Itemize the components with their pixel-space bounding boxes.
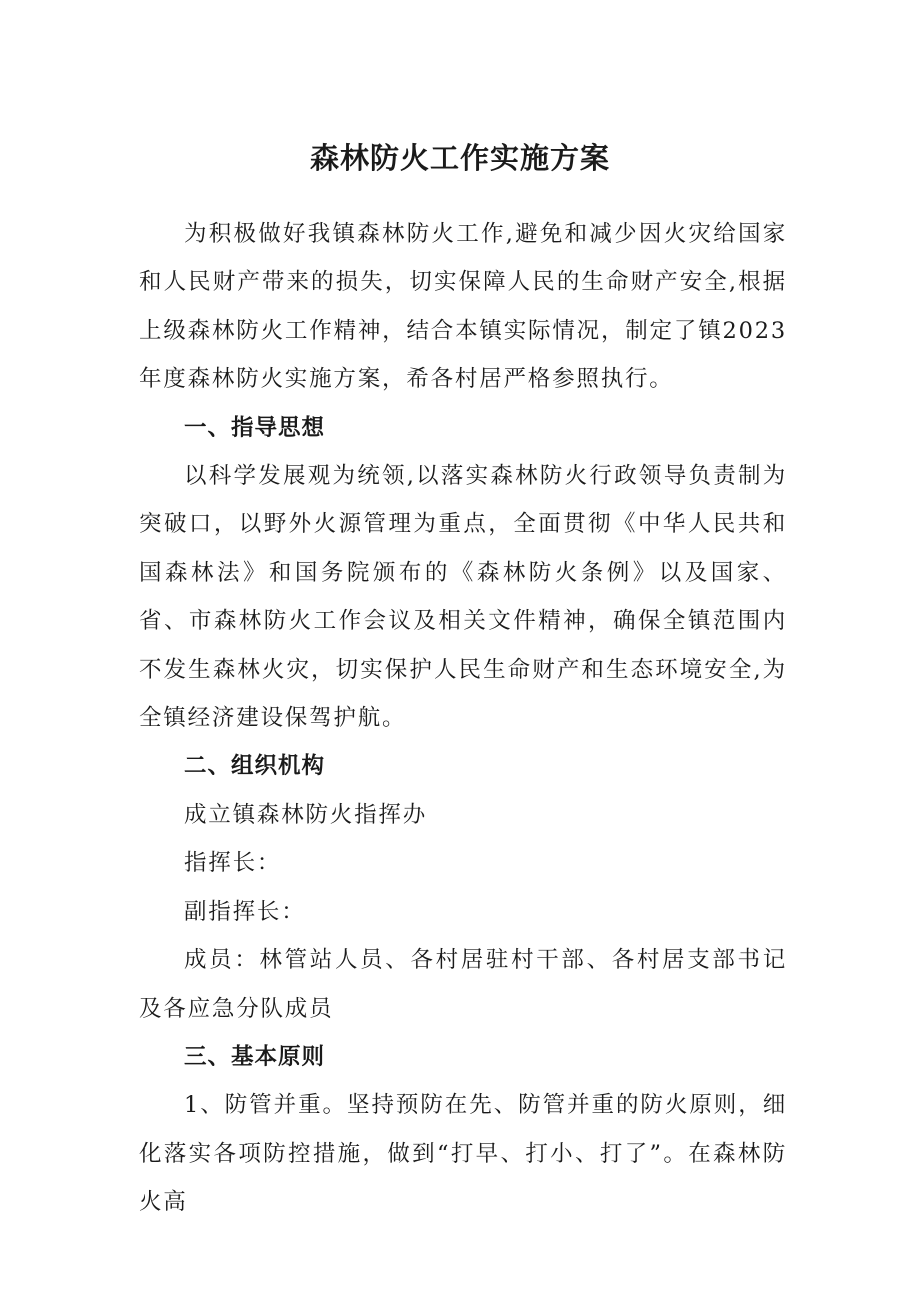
organization-line-commander: 指挥长： [184, 850, 282, 877]
section-heading-organization: 二、组织机构 [184, 753, 326, 780]
section-heading-basic-principles: 三、基本原则 [184, 1043, 326, 1070]
organization-line-deputy-commander: 副指挥长： [184, 898, 306, 925]
organization-line-office: 成立镇森林防火指挥办 [184, 801, 428, 828]
organization-line-members: 成员：林管站人员、各村居驻村干部、各村居支部书记及各应急分队成员 [139, 947, 787, 1022]
intro-paragraph: 为积极做好我镇森林防火工作,避免和减少因火灾给国家和人民财产带来的损失，切实保障人民的生命财产安全,根据上级森林防火工作精神，结合本镇实际情况，制定了镇2023年度森林防火实施方案，希各村居严格参照执行。 [139, 221, 787, 393]
document-body [139, 210, 787, 1227]
section-heading-guiding-ideology: 一、指导思想 [184, 414, 326, 441]
guiding-ideology-paragraph: 以科学发展观为统领,以落实森林防火行政领导负责制为突破口，以野外火源管理为重点，全面贯彻《中华人民共和国森林法》和国务院颁布的《森林防火条例》以及国家、省、市森林防火工作会议及相关文件精神，确保全镇范围内不发生森林火灾，切实保护人民生命财产和生态环境安全,为全镇经济建设保驾护航。 [139, 463, 787, 732]
principle-item-1: 1、防管并重。坚持预防在先、防管并重的防火原则，细化落实各项防控措施，做到“打早、打小、打了”。在森林防火高 [139, 1092, 787, 1216]
document-title: 森林防火工作实施方案 [309, 141, 610, 175]
